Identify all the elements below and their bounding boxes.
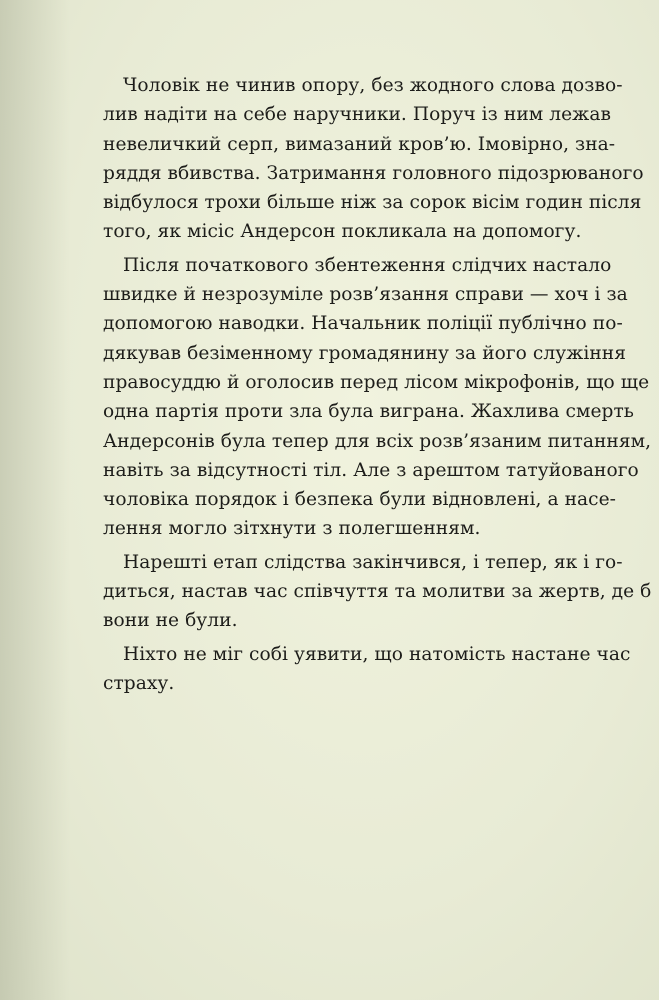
- text-line: диться, настав час співчуття та молитви за жертв, де б: [103, 581, 652, 603]
- text-line: страху.: [103, 672, 175, 694]
- text-line: одна партія проти зла була виграна. Жахлива смерть: [103, 401, 634, 423]
- text-line: чоловіка порядок і безпека були відновлені, а насе-: [103, 489, 616, 511]
- page-text: [103, 71, 652, 698]
- paragraph-3: [103, 548, 652, 636]
- paragraph-4: [103, 640, 631, 699]
- paragraph-2: [103, 251, 652, 544]
- text-line: Нарешті етап слідства закінчився, і тепер, як і го-: [123, 551, 623, 573]
- text-line: Ніхто не міг собі уявити, що натомість настане час: [123, 643, 631, 665]
- text-line: лив надіти на себе наручники. Поруч із ним лежав: [103, 104, 611, 126]
- text-line: ряддя вбивства. Затримання головного підозрюваного: [103, 162, 644, 184]
- paragraph-1: [103, 71, 644, 247]
- page-spine-shadow: [0, 0, 70, 1000]
- text-line: невеличкий серп, вимазаний кров’ю. Імовірно, зна-: [103, 133, 616, 155]
- text-line: лення могло зітхнути з полегшенням.: [103, 518, 481, 540]
- text-line: швидке й незрозуміле розв’язання справи — хоч і за: [103, 284, 628, 306]
- text-line: навіть за відсутності тіл. Але з арештом татуйованого: [103, 459, 639, 481]
- text-line: правосуддю й оголосив перед лісом мікрофонів, що ще: [103, 371, 650, 393]
- text-line: Чоловік не чинив опору, без жодного слова дозво-: [123, 75, 623, 96]
- text-line: допомогою наводки. Начальник поліції публічно по-: [103, 313, 623, 335]
- text-line: відбулося трохи більше ніж за сорок вісім годин після: [103, 192, 642, 214]
- text-line: того, як місіс Андерсон покликала на допомогу.: [103, 221, 582, 243]
- text-line: Андерсонів була тепер для всіх розв’язаним питанням,: [103, 430, 652, 452]
- text-line: Після початкового збентеження слідчих настало: [123, 254, 612, 276]
- text-line: вони не були.: [103, 610, 238, 632]
- text-line: дякував безіменному громадянину за його служіння: [103, 342, 627, 364]
